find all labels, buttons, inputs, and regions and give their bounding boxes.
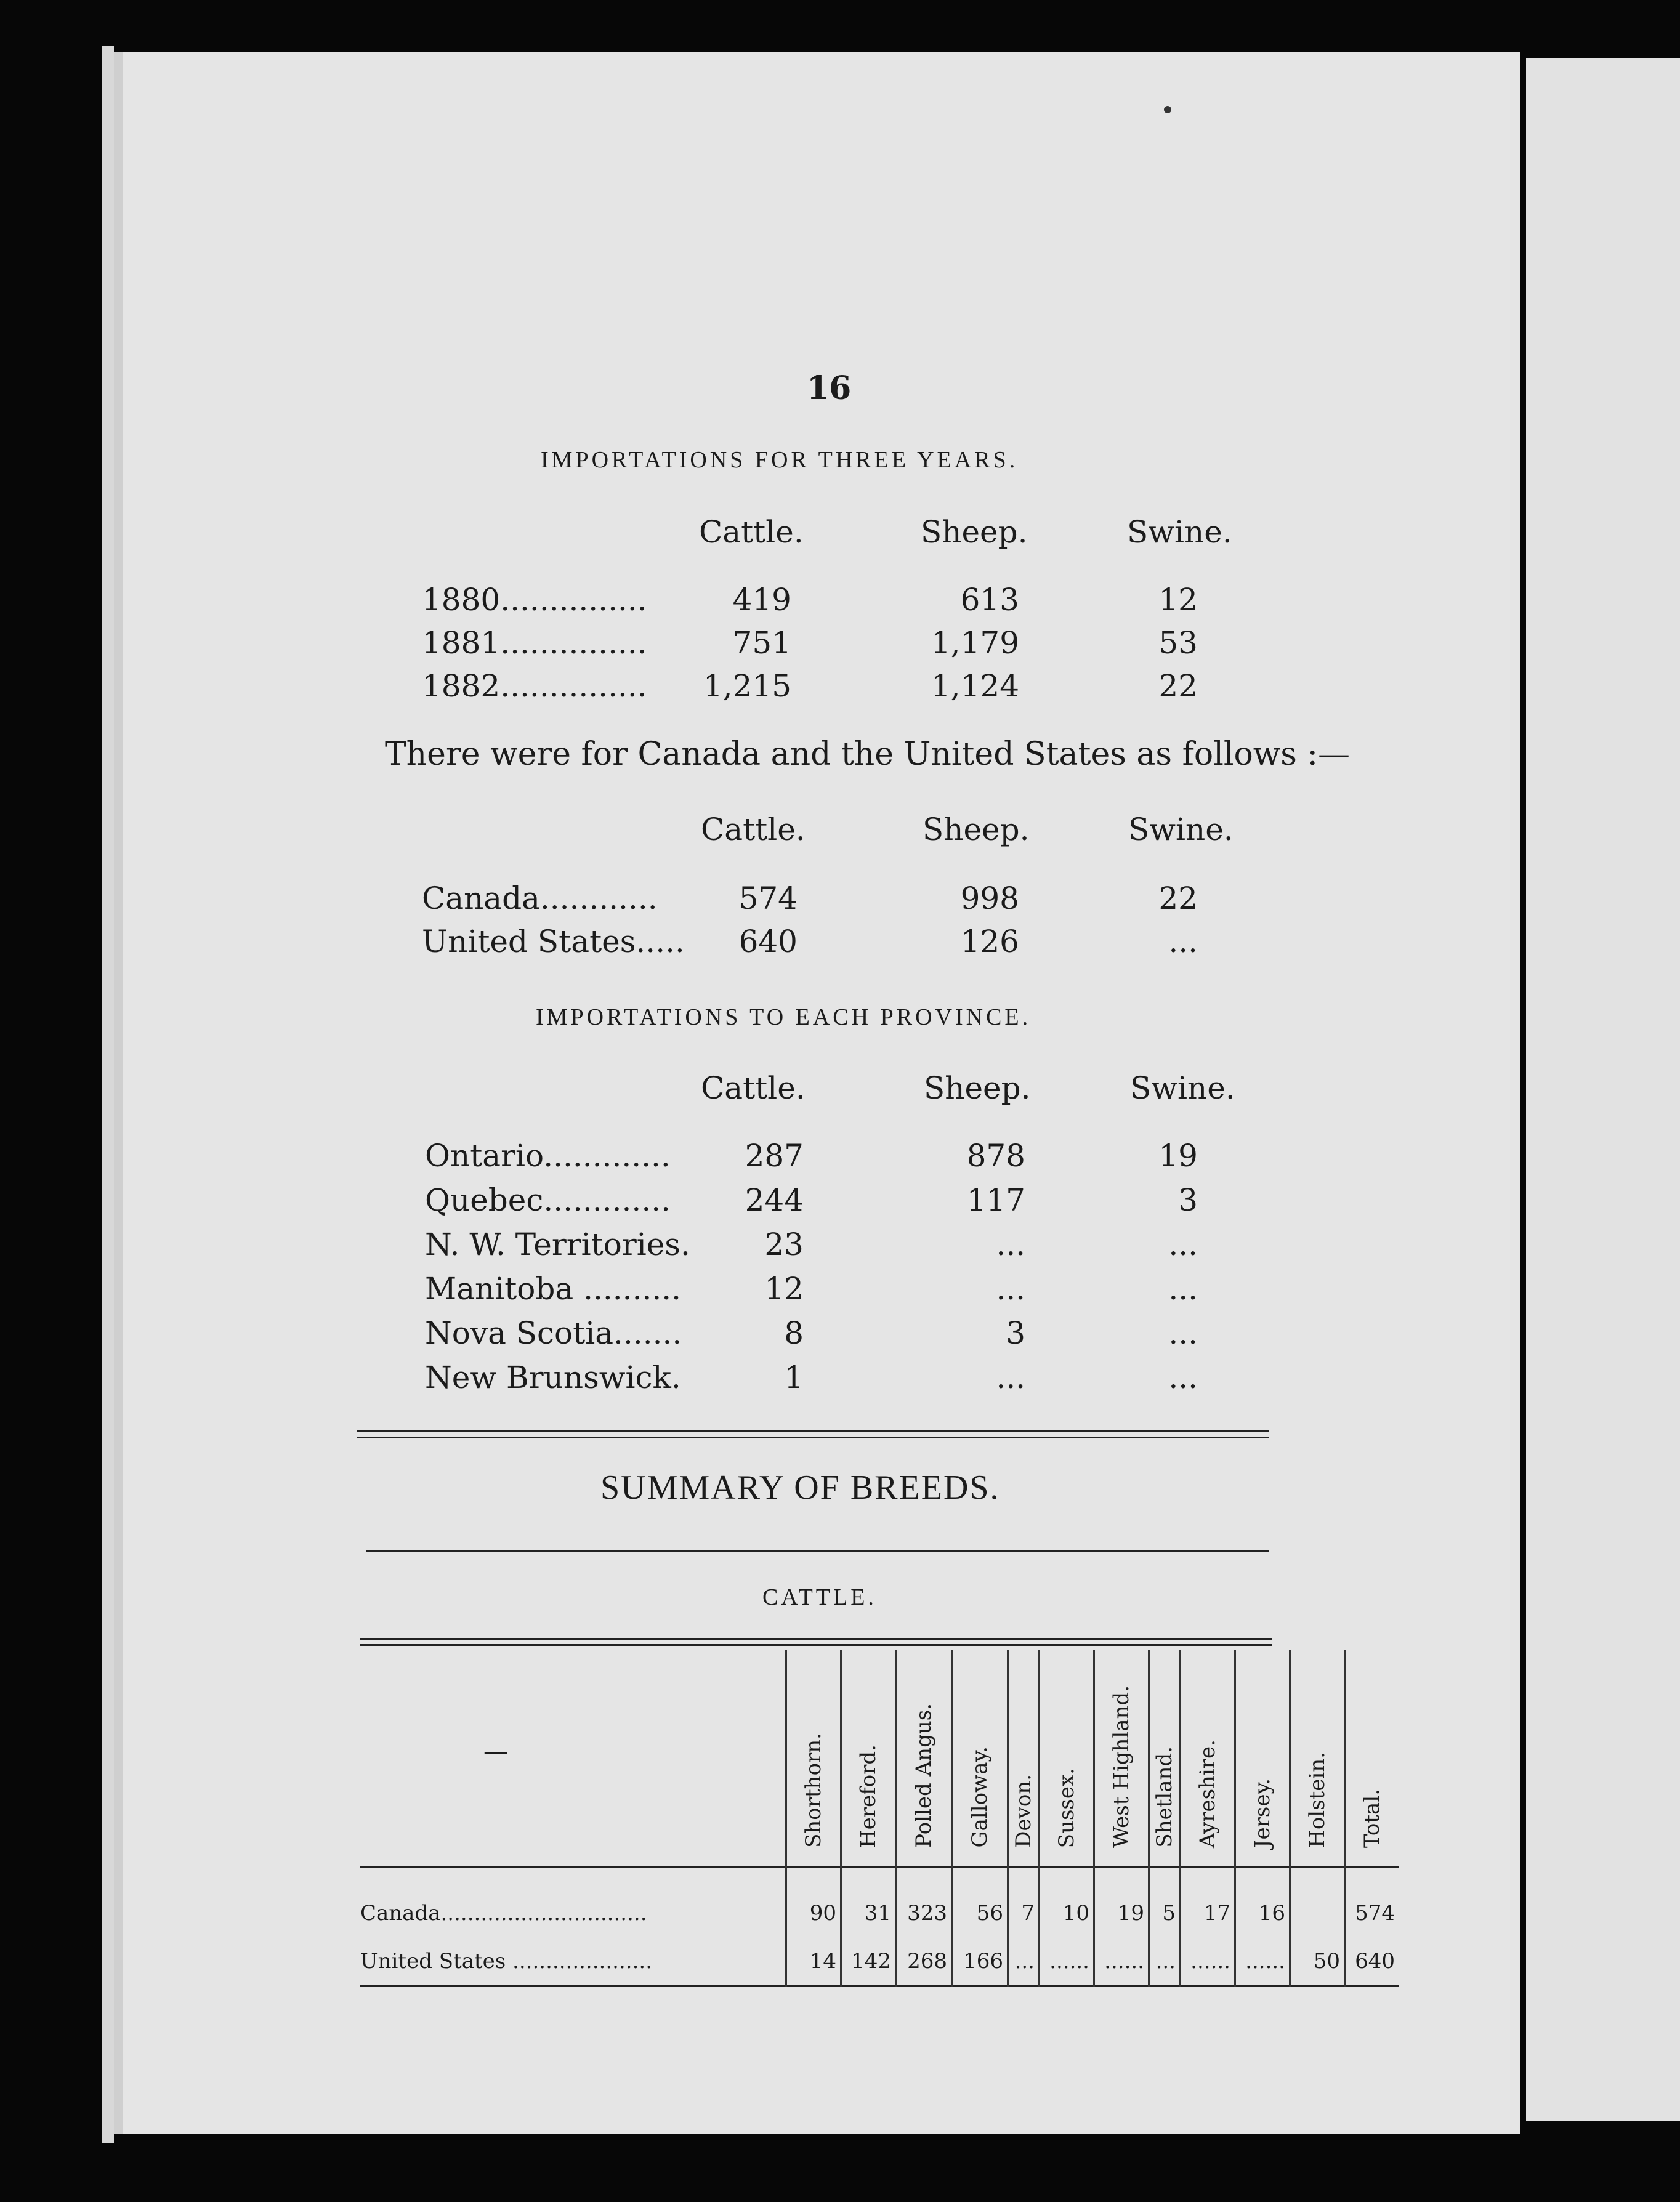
cell: 142 — [841, 1937, 896, 1986]
sheep-value: 878 — [966, 1138, 1025, 1174]
cell: ...... — [1094, 1937, 1149, 1986]
cell: 56 — [952, 1867, 1008, 1938]
cattle-value: 244 — [745, 1182, 804, 1218]
breed-header: Shetland. — [1152, 1746, 1177, 1848]
swine-value: 22 — [1158, 881, 1198, 916]
breed-header: Devon. — [1011, 1774, 1036, 1848]
cattle-value: 1 — [784, 1360, 804, 1395]
col-sheep: Sheep. — [921, 514, 1028, 550]
sheep-value: ... — [996, 1360, 1025, 1395]
section-heading-provinces: IMPORTATIONS TO EACH PROVINCE. — [536, 1004, 1032, 1030]
section-heading-three-years: IMPORTATIONS FOR THREE YEARS. — [541, 447, 1019, 473]
specks — [1164, 106, 1171, 113]
cell: 7 — [1008, 1867, 1040, 1938]
country-label: Canada............ — [422, 881, 658, 916]
cattle-value: 419 — [732, 582, 791, 618]
double-rule — [357, 1430, 1269, 1432]
cell: 16 — [1235, 1867, 1290, 1938]
cattle-value: 287 — [745, 1138, 804, 1174]
cell: 10 — [1040, 1867, 1094, 1938]
summary-rule — [366, 1550, 1269, 1552]
province-label: Quebec............. — [425, 1182, 671, 1218]
adjacent-page-edge — [1526, 58, 1680, 2121]
cell: 574 — [1345, 1867, 1399, 1938]
swine-value: 22 — [1158, 668, 1198, 704]
sheep-value: 117 — [966, 1182, 1025, 1218]
cell: ...... — [1235, 1937, 1290, 1986]
province-label: New Brunswick. — [425, 1360, 681, 1395]
row-label: Canada............................... — [360, 1901, 647, 1926]
swine-value: ... — [1168, 924, 1198, 959]
cattle-value: 1,215 — [703, 668, 791, 704]
swine-value: ... — [1168, 1227, 1198, 1262]
swine-value: ... — [1168, 1315, 1198, 1351]
summary-subtitle: CATTLE. — [762, 1584, 877, 1610]
country-label: United States..... — [422, 924, 685, 959]
table-row — [360, 1867, 1399, 1938]
row-label: United States ..................... — [360, 1949, 653, 1974]
cell — [1290, 1867, 1345, 1938]
cell: 166 — [952, 1937, 1008, 1986]
sheep-value: 3 — [1006, 1315, 1025, 1351]
cell: 17 — [1181, 1867, 1235, 1938]
breed-header: Holstein. — [1305, 1752, 1330, 1848]
col-swine: Swine. — [1128, 812, 1234, 847]
cell: ...... — [1040, 1937, 1094, 1986]
year-label: 1882............... — [422, 668, 647, 704]
cell: 268 — [896, 1937, 952, 1986]
year-label: 1881............... — [422, 625, 647, 661]
cell: ... — [1008, 1937, 1040, 1986]
page-number: 16 — [807, 369, 852, 407]
table-top-rule — [360, 1638, 1272, 1640]
breed-header: Hereford. — [856, 1744, 881, 1848]
breed-header: Jersey. — [1250, 1778, 1275, 1848]
swine-value: 12 — [1158, 582, 1198, 618]
cattle-value: 751 — [732, 625, 791, 661]
col-sheep: Sheep. — [924, 1070, 1031, 1106]
swine-value: 53 — [1158, 625, 1198, 661]
table-top-rule — [360, 1644, 1272, 1646]
cell: 50 — [1290, 1937, 1345, 1986]
breed-header: Galloway. — [967, 1746, 992, 1848]
sheep-value: 1,179 — [931, 625, 1019, 661]
sheep-value: 1,124 — [931, 668, 1019, 704]
province-label: Nova Scotia....... — [425, 1315, 682, 1351]
sheep-value: ... — [996, 1227, 1025, 1262]
col-cattle: Cattle. — [701, 1070, 806, 1106]
sheep-value: 613 — [960, 582, 1019, 618]
swine-value: 19 — [1158, 1138, 1198, 1174]
cell: 14 — [786, 1937, 841, 1986]
swine-value: ... — [1168, 1271, 1198, 1307]
col-swine: Swine. — [1130, 1070, 1235, 1106]
cattle-value: 23 — [764, 1227, 804, 1262]
col-swine: Swine. — [1127, 514, 1232, 550]
swine-value: ... — [1168, 1360, 1198, 1395]
cattle-value: 640 — [738, 924, 798, 959]
cell: 31 — [841, 1867, 896, 1938]
table-row — [360, 1937, 1399, 1986]
cell: 19 — [1094, 1867, 1149, 1938]
cattle-value: 574 — [738, 881, 798, 916]
breed-header: Shorthorn. — [801, 1733, 826, 1848]
breed-header: Polled Angus. — [911, 1703, 936, 1848]
breed-header: Ayreshire. — [1195, 1739, 1220, 1848]
cell: 90 — [786, 1867, 841, 1938]
province-label: Ontario............. — [425, 1138, 671, 1174]
cell: 640 — [1345, 1937, 1399, 1986]
double-rule — [357, 1437, 1269, 1438]
province-label: Manitoba .......... — [425, 1271, 682, 1307]
cell: 323 — [896, 1867, 952, 1938]
sheep-value: 126 — [960, 924, 1019, 959]
cell: ...... — [1181, 1937, 1235, 1986]
swine-value: 3 — [1178, 1182, 1198, 1218]
breed-header: West Highland. — [1109, 1685, 1134, 1848]
sheep-value: 998 — [960, 881, 1019, 916]
col-cattle: Cattle. — [699, 514, 804, 550]
col-sheep: Sheep. — [923, 812, 1030, 847]
col-cattle: Cattle. — [701, 812, 806, 847]
cell: ... — [1149, 1937, 1181, 1986]
summary-title: SUMMARY OF BREEDS. — [600, 1469, 1000, 1507]
breed-header: Sussex. — [1054, 1767, 1079, 1848]
table-corner: — — [483, 1738, 508, 1766]
intro-paragraph: There were for Canada and the United States as follows :— — [385, 736, 1351, 773]
sheep-value: ... — [996, 1271, 1025, 1307]
province-label: N. W. Territories. — [425, 1227, 690, 1262]
year-label: 1880............... — [422, 582, 647, 618]
cattle-value: 8 — [784, 1315, 804, 1351]
cattle-value: 12 — [764, 1271, 804, 1307]
breed-header: Total. — [1360, 1788, 1384, 1848]
breeds-table — [360, 1650, 1399, 1987]
cell: 5 — [1149, 1867, 1181, 1938]
